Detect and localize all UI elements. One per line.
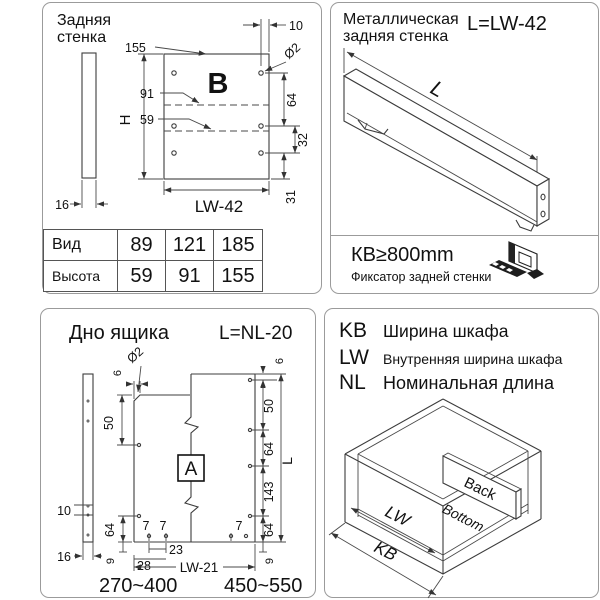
dim-31: 31 — [284, 190, 298, 204]
back-wall-title-line1: Задняя — [57, 12, 112, 29]
dim-dia2: Ø2 — [281, 40, 304, 62]
legend-text: Номинальная длина — [383, 373, 554, 393]
drawer-bottom-plan-view — [134, 374, 255, 542]
row-label: Вид — [44, 230, 118, 261]
dim-64: 64 — [285, 93, 299, 107]
back-wall-side-view — [55, 53, 108, 212]
legend-text: Внутренняя ширина шкафа — [383, 351, 563, 367]
dim-6-left: 6 — [112, 369, 124, 377]
fixator-section — [331, 235, 598, 294]
dim-LW: LW — [382, 501, 413, 531]
dim-23: 23 — [169, 543, 183, 557]
panel-legend-cabinet — [324, 308, 599, 598]
dim-9-right: 9 — [264, 557, 276, 565]
dim-50-right: 50 — [262, 399, 276, 413]
dim-6-right: 6 — [274, 357, 286, 365]
dim-L: L — [426, 76, 449, 103]
fixator-icon — [487, 238, 549, 292]
dim-50-left: 50 — [102, 416, 116, 430]
legend-abbr: NL — [339, 371, 366, 394]
legend-abbr: LW — [339, 346, 369, 369]
drawer-bottom-side-view — [57, 374, 102, 564]
dim-lw21: LW-21 — [179, 560, 219, 575]
kb-note: КВ≥800mm — [351, 244, 454, 266]
metal-back-formula: L=LW-42 — [467, 13, 547, 35]
dim-32: 32 — [296, 133, 310, 147]
legend-abbr: KB — [339, 319, 368, 342]
dim-10: 10 — [57, 504, 71, 518]
cabinet-dim-kb — [329, 523, 443, 598]
dim-7a: 7 — [142, 519, 150, 533]
cell: 121 — [166, 230, 214, 261]
metal-back-title-line2: задняя стенка — [343, 28, 449, 45]
dim-64-left: 64 — [103, 523, 117, 537]
dim-64-right-b: 64 — [262, 523, 276, 537]
drawer-bottom-title: Дно ящика — [69, 322, 170, 344]
cell: 91 — [166, 261, 214, 292]
dim-dia2: Ø2 — [124, 344, 147, 366]
fixator-label: Фиксатор задней стенки — [351, 270, 492, 284]
row-label: Высота — [44, 261, 118, 292]
legend-text: Ширина шкафа — [383, 321, 509, 341]
panel-back-wall — [42, 2, 322, 294]
cell: 89 — [118, 230, 166, 261]
cell: 155 — [214, 261, 263, 292]
label-B: B — [207, 68, 229, 100]
back-wall-front-view — [164, 54, 269, 179]
label-A: A — [184, 459, 198, 480]
metal-back-title-line1: Металлическая — [343, 11, 459, 28]
dim-64-right-a: 64 — [262, 442, 276, 456]
dim-59: 59 — [140, 113, 154, 127]
range-left: 270~400 — [99, 575, 178, 597]
drawer-bottom-drawing — [41, 309, 317, 599]
back-wall-title-line2: стенка — [57, 29, 107, 46]
back-wall-spec-table — [43, 229, 263, 292]
label-back: Back — [461, 474, 499, 504]
metal-back-panel-3d — [344, 69, 549, 231]
dim-KB: KB — [371, 537, 400, 565]
dim-7b: 7 — [159, 519, 167, 533]
dim-L-overall: L — [279, 457, 295, 465]
dim-91: 91 — [140, 87, 154, 101]
drawer-bottom-formula: L=NL-20 — [219, 323, 293, 344]
dim-lw42: LW-42 — [194, 197, 244, 216]
panel-drawer-bottom — [40, 308, 316, 598]
cabinet-drawing — [325, 309, 600, 599]
metal-back-drawing — [331, 3, 600, 235]
table-row — [44, 261, 263, 292]
dim-155: 155 — [125, 41, 146, 55]
label-bottom: Bottom — [439, 500, 487, 535]
dim-7-right: 7 — [235, 519, 243, 533]
cell: 185 — [214, 230, 263, 261]
panel-metal-back-wall — [330, 2, 599, 294]
table-row — [44, 230, 263, 261]
dim-10: 10 — [289, 19, 303, 33]
dim-28: 28 — [137, 559, 151, 573]
dim-16: 16 — [55, 198, 69, 212]
dim-143: 143 — [262, 481, 276, 503]
range-right: 450~550 — [224, 575, 303, 597]
dim-9-left: 9 — [105, 557, 117, 565]
cell: 59 — [118, 261, 166, 292]
dim-16: 16 — [57, 550, 71, 564]
dim-H: H — [117, 114, 134, 126]
